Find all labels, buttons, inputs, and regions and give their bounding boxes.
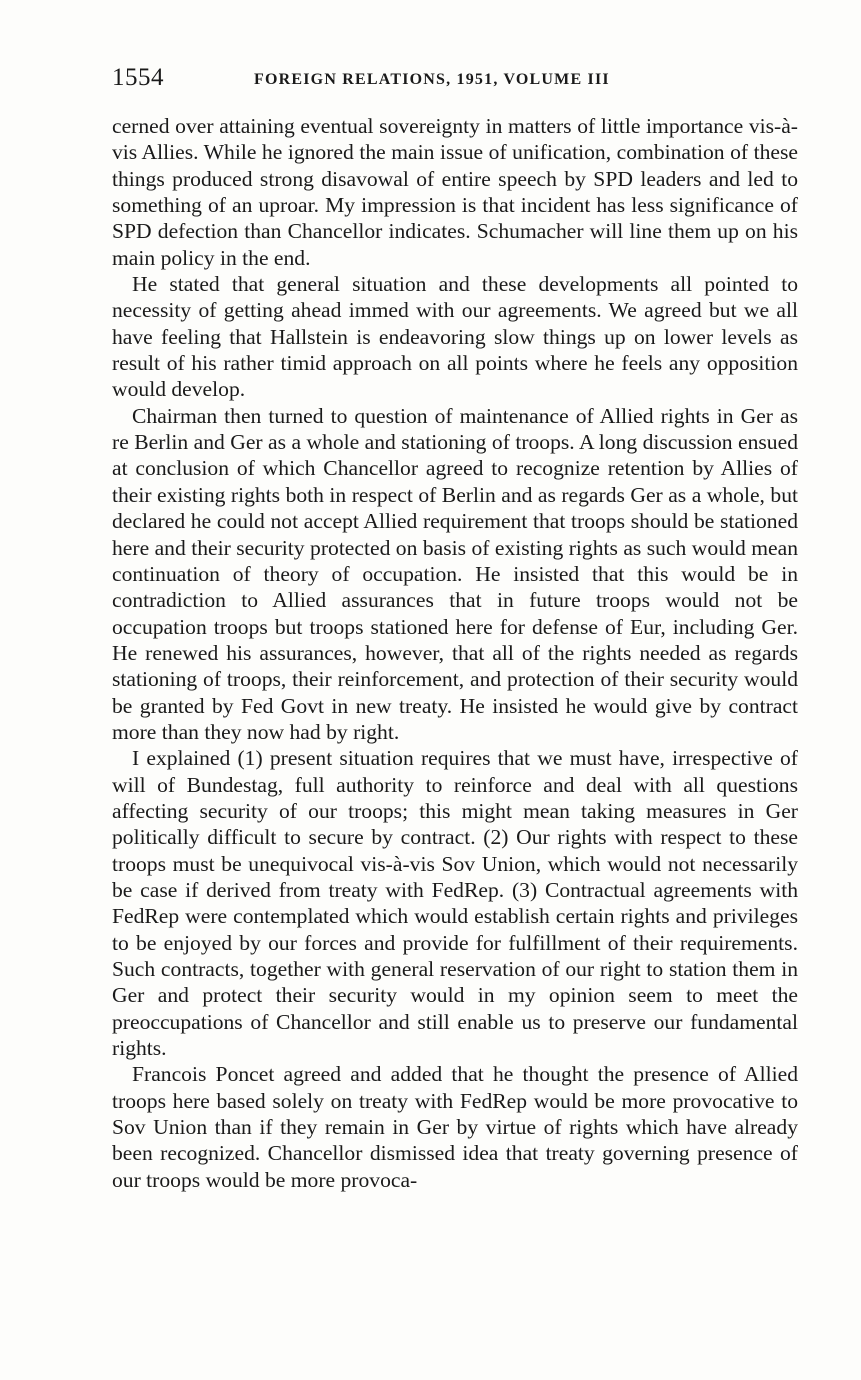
paragraph-explanation: I explained (1) present situation requires that we must have, irrespective of will of Bundestag, full authority to reinforce and deal with all questions affecting security of our troops; this might mean taking measures in Ger politically difficult to secure by contract. (2) Our rights with respect to these troops must be unequivocal vis-à-vis Sov Union, which would not necessarily be case if derived from treaty with FedRep. (3) Contractual agreements with FedRep were contemplated which would establish certain rights and privileges to be enjoyed by our forces and provide for fulfillment of their requirements. Such contracts, together with general reservation of our right to station them in Ger and protect their security would in my opinion seem to meet the preoccupations of Chancellor and still enable us to preserve our fundamental rights. [112, 746, 798, 1061]
paragraph-continuation: cerned over attaining eventual sovereignty in matters of little importance vis-à-vis Allies. While he ignored the main issue of unification, combination of these things produced strong disavowal of entire speech by SPD leaders and led to something of an uproar. My impression is that incident has less significance of SPD defection than Chancellor indicates. Schumacher will line them up on his main policy in the end. [112, 114, 798, 270]
paragraph-allied-rights: Chairman then turned to question of maintenance of Allied rights in Ger as re Berlin and Ger as a whole and stationing of troops. A long discussion ensued at conclusion of which Chancellor agreed to recognize retention by Allies of their existing rights both in respect of Berlin and as regards Ger as a whole, but declared he could not accept Allied requirement that troops should be stationed here and their security protected on basis of existing rights as such would mean continuation of theory of occupation. He insisted that this would be in contradiction to Allied assurances that in future troops would not be occupation troops but troops stationed here for defense of Eur, including Ger. He renewed his assurances, however, that all of the rights needed as regards stationing of troops, their reinforcement, and protection of their security would be granted by Fed Govt in new treaty. He insisted he would give by contract more than they now had by right. [112, 403, 798, 744]
page-number: 1554 [112, 64, 164, 91]
paragraph-situation: He stated that general situation and these developments all pointed to necessity of getting ahead immed with our agreements. We agreed but we all have feeling that Hallstein is endeavoring slow things up on lower levels as result of his rather timid approach on all points where he feels any opposition would develop. [112, 272, 798, 402]
paragraph-francois-poncet: Francois Poncet agreed and added that he thought the presence of Allied troops here based solely on treaty with FedRep would be more provocative to Sov Union than if they remain in Ger by virtue of rights which have already been recognized. Chancellor dismissed idea that treaty governing presence of our troops would be more provoca- [112, 1062, 798, 1192]
body-text [112, 113, 798, 1193]
running-title: FOREIGN RELATIONS, 1951, VOLUME III [254, 71, 610, 88]
page-header [112, 64, 802, 100]
